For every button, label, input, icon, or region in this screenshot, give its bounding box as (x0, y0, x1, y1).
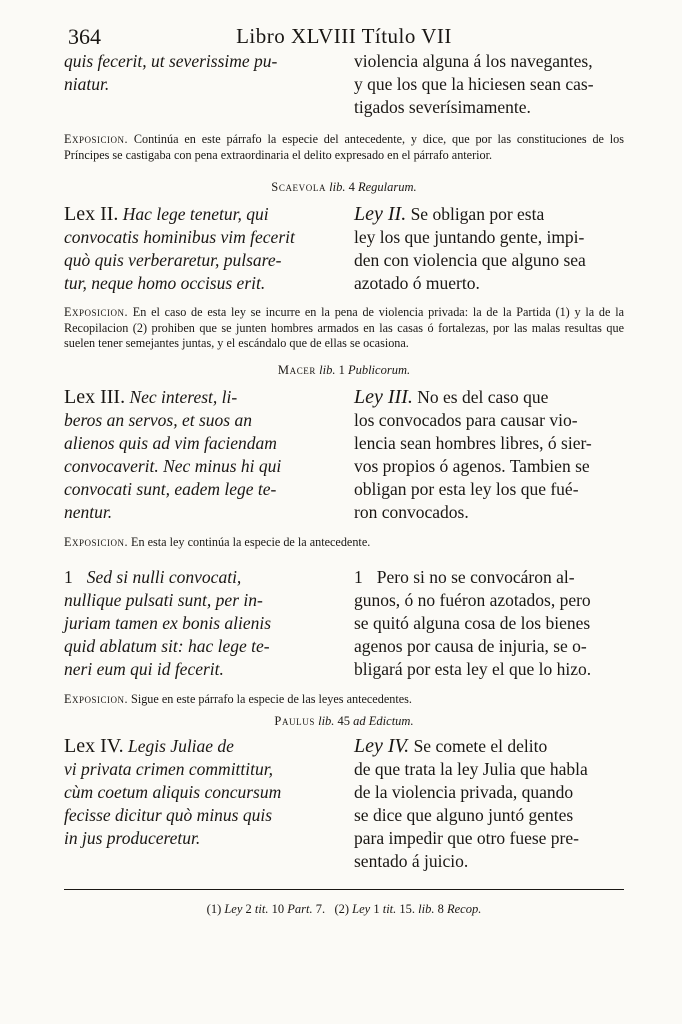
ley-heading: Ley III. (354, 385, 413, 408)
source-citation (64, 180, 624, 195)
source-number: 1 (338, 362, 345, 377)
spanish-first-line (354, 203, 624, 226)
latin-line: nullique pulsati sunt, per in- (64, 590, 263, 610)
spanish-column (354, 566, 624, 681)
latin-column (64, 386, 344, 524)
page-number: 364 (68, 24, 101, 49)
latin-first-line (64, 566, 344, 589)
lex-heading: Lex IV. (64, 734, 124, 757)
footnote-tit: tit. (382, 901, 397, 916)
spanish-line: de la violencia privada, quando (354, 781, 574, 802)
footnote-tit: tit. (254, 901, 269, 916)
lex-heading: Lex II. (64, 203, 119, 225)
spanish-column (354, 735, 624, 873)
spanish-line: ley los que juntando gente, impi- (354, 227, 585, 247)
exposicion-paragraph (64, 692, 624, 708)
page-header (64, 18, 624, 48)
footnote-part: Part. (287, 901, 313, 916)
spanish-line: azotado ó muerto. (354, 273, 480, 293)
spanish-first-line (354, 566, 624, 589)
exposicion-label: Exposicion. (64, 534, 128, 549)
parallel-block-lex-3 (64, 386, 624, 524)
spanish-line: agenos por causa de injuria, se o- (354, 636, 587, 656)
source-author: Paulus (274, 713, 315, 728)
source-number: 45 (337, 713, 351, 728)
footnote-ley: Ley (224, 901, 243, 916)
spanish-line: gunos, ó no fuéron azotados, pero (354, 590, 591, 610)
spanish-line: de que trata la ley Julia que habla (354, 758, 588, 779)
spanish-line: se dice que alguno juntó gentes (354, 804, 574, 825)
spanish-text: Se obligan por esta (410, 204, 545, 224)
source-citation (64, 714, 624, 729)
latin-column (64, 50, 344, 119)
footnote-tit-number: 10 (271, 901, 285, 916)
spanish-line: vos propios ó agenos. Tambien se (354, 455, 590, 476)
source-author: Scaevola (271, 180, 327, 194)
latin-text: Sed si nulli convocati, (86, 567, 242, 587)
latin-line: quò quis verberaretur, pulsare- (64, 250, 282, 270)
latin-line: convocaverit. Nec minus hi qui (64, 455, 282, 476)
source-work: ad Edictum. (353, 713, 414, 728)
latin-line: quid ablatum sit: hac lege te- (64, 636, 270, 656)
latin-column (64, 566, 344, 681)
ley-heading: Ley IV. (354, 734, 410, 757)
spanish-text: Se comete el delito (413, 735, 548, 756)
latin-text: Legis Juliae de (128, 735, 234, 756)
footnote-lib-number: 8 (437, 901, 444, 916)
footnote-lib: lib. (418, 901, 435, 916)
exposicion-label: Exposicion. (64, 692, 128, 706)
spanish-line: den con violencia que alguno sea (354, 250, 586, 270)
parallel-block-lex-4 (64, 735, 624, 873)
exposicion-label: Exposicion. (64, 305, 128, 319)
latin-line: in jus produceretur. (64, 827, 201, 848)
exposicion-label: Exposicion. (64, 132, 128, 146)
spanish-line: obligan por esta ley los que fué- (354, 478, 579, 499)
parallel-block-continuation (64, 50, 624, 119)
latin-line: niatur. (64, 74, 110, 94)
footnote-marker: (2) (334, 901, 350, 916)
spanish-line: y que los que la hiciesen sean cas- (354, 74, 594, 94)
latin-line: tur, neque homo occisus erit. (64, 273, 266, 293)
spanish-line: ron convocados. (354, 501, 469, 522)
footnote-rule (64, 889, 624, 890)
source-number: 4 (348, 180, 355, 194)
footnote-ley: Ley (352, 901, 371, 916)
exposicion-text: En el caso de esta ley se incurre en la pena de violencia privada: la de la Partida (1) y la de la Recopilacion (2) prohiben que se junten hombres armados en las casas ó fortalezas, por las malas resultas que suelen tener semejantes juntas, y el escándalo que de ellas se ocasiona. (64, 305, 624, 350)
latin-first-line (64, 386, 344, 409)
latin-line: vi privata crimen committitur, (64, 758, 274, 779)
exposicion-text: Sigue en este párrafo la especie de las leyes antecedentes. (131, 692, 412, 706)
latin-first-line (64, 203, 344, 226)
latin-line: cùm coetum aliquis concursum (64, 781, 282, 802)
exposicion-paragraph (64, 305, 624, 352)
paragraph-number: 1 (64, 567, 73, 587)
source-lib: lib. (319, 362, 336, 377)
footnote-marker: (1) (206, 901, 222, 916)
source-citation (64, 363, 624, 378)
footnote-ley-number: 2 (245, 901, 252, 916)
exposicion-text: En esta ley continúa la especie de la antecedente. (131, 534, 371, 549)
spanish-column (354, 50, 624, 119)
exposicion-text: Continúa en este párrafo la especie del antecedente, y dice, que por las constituciones de los Príncipes se castigaba con pena extraordinaria el delito expresado en el párrafo anterior. (64, 132, 625, 162)
spanish-line: bligará por esta ley el que lo hizo. (354, 659, 592, 679)
footnotes (64, 902, 624, 917)
spanish-line: tigados severísimamente. (354, 97, 531, 117)
footnote-recop: Recop. (446, 901, 482, 916)
spanish-line: lencia sean hombres libres, ó sier- (354, 432, 592, 453)
spanish-line: sentado á juicio. (354, 850, 469, 871)
ley-heading: Ley II. (354, 203, 407, 225)
spanish-line: violencia alguna á los navegantes, (354, 51, 593, 71)
exposicion-paragraph (64, 132, 624, 163)
latin-line: beros an servos, et suos an (64, 409, 252, 430)
spanish-text: Pero si no se convocáron al- (376, 567, 575, 587)
latin-line: fecisse dicitur quò minus quis (64, 804, 273, 825)
latin-line: juriam tamen ex bonis alienis (64, 613, 272, 633)
footnote-part-number: 7. (315, 901, 326, 916)
latin-text: Nec interest, li- (129, 386, 238, 407)
latin-line: nentur. (64, 501, 113, 522)
latin-line: convocati sunt, eadem lege te- (64, 478, 277, 499)
latin-column (64, 735, 344, 873)
latin-first-line (64, 735, 344, 758)
latin-line: quis fecerit, ut severissime pu- (64, 51, 278, 71)
source-work: Regularum. (358, 180, 417, 194)
latin-line: alienos quis ad vim faciendam (64, 432, 277, 453)
parallel-block-paragraph-1 (64, 566, 624, 681)
spanish-line: los convocados para causar vio- (354, 409, 578, 430)
footnote-ley-number: 1 (373, 901, 380, 916)
spanish-line: se quitó alguna cosa de los bienes (354, 613, 591, 633)
source-lib: lib. (329, 180, 346, 194)
source-work: Publicorum. (347, 362, 411, 377)
spanish-first-line (354, 735, 624, 758)
exposicion-paragraph (64, 535, 624, 551)
paragraph-number: 1 (354, 567, 363, 587)
latin-column (64, 203, 344, 295)
spanish-text: No es del caso que (417, 386, 549, 407)
footnote-tit-number: 15. (399, 901, 416, 916)
latin-line: neri eum qui id fecerit. (64, 659, 224, 679)
spanish-line: para impedir que otro fuese pre- (354, 827, 579, 848)
source-author: Macer (277, 362, 316, 377)
lex-heading: Lex III. (64, 385, 126, 408)
running-head: Libro XLVIII Título VII (236, 24, 452, 48)
book-page (64, 18, 624, 917)
source-lib: lib. (318, 713, 335, 728)
spanish-column (354, 386, 624, 524)
latin-line: convocatis hominibus vim fecerit (64, 227, 295, 247)
spanish-first-line (354, 386, 624, 409)
parallel-block-lex-2 (64, 203, 624, 295)
spanish-column (354, 203, 624, 295)
latin-text: Hac lege tenetur, qui (122, 204, 269, 224)
